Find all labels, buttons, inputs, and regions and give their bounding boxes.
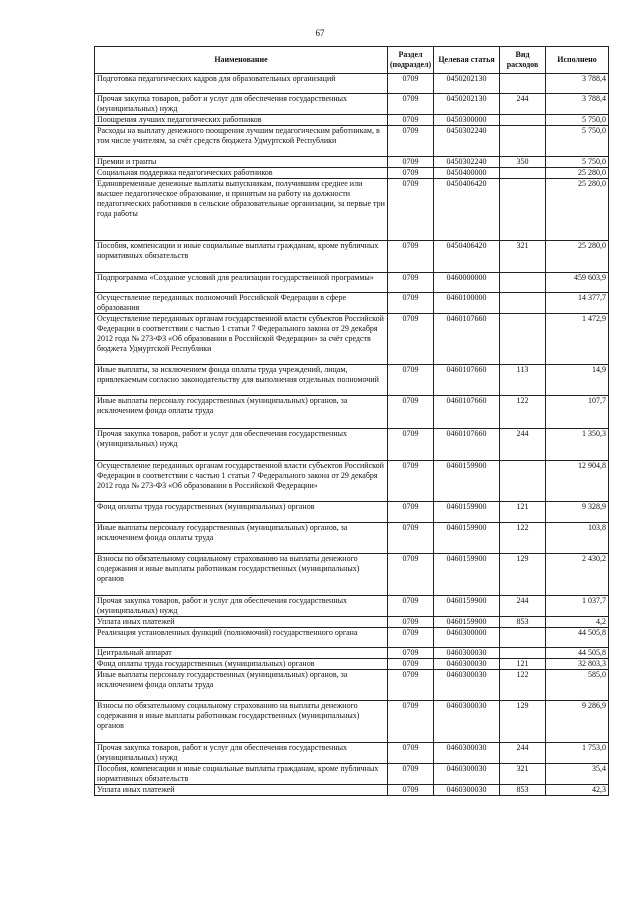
cell-done: 14 377,7: [546, 293, 609, 314]
cell-section: 0709: [388, 670, 434, 701]
cell-name: Подготовка педагогических кадров для образовательных организаций: [95, 74, 388, 94]
cell-name: Прочая закупка товаров, работ и услуг для обеспечения государственных (муниципальных) нужд: [95, 94, 388, 115]
cell-section: 0709: [388, 785, 434, 796]
cell-name: Поощрения лучших педагогических работников: [95, 115, 388, 126]
cell-target: 0460159900: [434, 461, 500, 502]
table-row: [95, 157, 609, 168]
cell-name: Осуществление переданных органам государственной власти субъектов Российской Федерации в соответствии с частью 1 статьи 7 Федерального закона от 29 декабря 2012 года № 273-ФЗ «Об образовании в Российской Федерации»: [95, 461, 388, 502]
table-row: [95, 785, 609, 796]
table-row: [95, 701, 609, 743]
cell-section: 0709: [388, 126, 434, 157]
table-row: [95, 126, 609, 157]
table-row: [95, 502, 609, 523]
cell-kind: [500, 628, 546, 648]
cell-section: 0709: [388, 115, 434, 126]
cell-done: 14,9: [546, 365, 609, 396]
cell-name: Взносы по обязательному социальному страхованию на выплаты денежного содержания и иные выплаты работникам государственных (муниципальных) органов: [95, 554, 388, 596]
cell-done: 103,8: [546, 523, 609, 554]
cell-section: 0709: [388, 365, 434, 396]
header-target: Целевая статья: [434, 47, 500, 74]
table-row: [95, 314, 609, 365]
cell-target: 0460300030: [434, 659, 500, 670]
cell-done: 25 280,0: [546, 241, 609, 273]
cell-kind: 853: [500, 617, 546, 628]
cell-section: 0709: [388, 157, 434, 168]
table-row: [95, 396, 609, 429]
cell-target: 0460300030: [434, 670, 500, 701]
cell-target: 0460159900: [434, 502, 500, 523]
cell-kind: [500, 115, 546, 126]
table-row: [95, 179, 609, 241]
cell-kind: 122: [500, 523, 546, 554]
cell-done: 1 753,0: [546, 743, 609, 764]
table-row: [95, 168, 609, 179]
cell-target: 0460300030: [434, 785, 500, 796]
cell-done: 3 788,4: [546, 94, 609, 115]
cell-kind: [500, 74, 546, 94]
cell-name: Прочая закупка товаров, работ и услуг для обеспечения государственных (муниципальных) нужд: [95, 743, 388, 764]
cell-kind: 244: [500, 596, 546, 617]
table-row: [95, 617, 609, 628]
cell-name: Пособия, компенсации и иные социальные выплаты гражданам, кроме публичных нормативных обязательств: [95, 241, 388, 273]
cell-kind: [500, 461, 546, 502]
cell-name: Прочая закупка товаров, работ и услуг для обеспечения государственных (муниципальных) нужд: [95, 429, 388, 461]
cell-section: 0709: [388, 554, 434, 596]
cell-name: Уплата иных платежей: [95, 617, 388, 628]
table-row: [95, 523, 609, 554]
cell-kind: 113: [500, 365, 546, 396]
table-row: [95, 115, 609, 126]
cell-name: Осуществление переданных органам государственной власти субъектов Российской Федерации в соответствии с частью 1 статьи 7 Федерального закона от 29 декабря 2012 года № 273-ФЗ «Об образовании в Российской Федерации» за счёт средств бюджета Удмуртской Республики: [95, 314, 388, 365]
cell-kind: 244: [500, 94, 546, 115]
cell-section: 0709: [388, 628, 434, 648]
cell-done: 1 472,9: [546, 314, 609, 365]
table-row: [95, 554, 609, 596]
cell-target: 0460107660: [434, 429, 500, 461]
cell-section: 0709: [388, 241, 434, 273]
cell-kind: 121: [500, 502, 546, 523]
cell-done: 9 328,9: [546, 502, 609, 523]
cell-target: 0460300000: [434, 628, 500, 648]
table-row: [95, 94, 609, 115]
cell-name: Премии и гранты: [95, 157, 388, 168]
cell-target: 0460100000: [434, 293, 500, 314]
cell-kind: 321: [500, 764, 546, 785]
header-section: Раздел (подраздел): [388, 47, 434, 74]
cell-done: 4,2: [546, 617, 609, 628]
cell-kind: [500, 293, 546, 314]
cell-kind: 350: [500, 157, 546, 168]
cell-target: 0450300000: [434, 115, 500, 126]
header-name: Наименование: [95, 47, 388, 74]
cell-target: 0460300030: [434, 648, 500, 659]
cell-section: 0709: [388, 648, 434, 659]
table-row: [95, 461, 609, 502]
header-done: Исполнено: [546, 47, 609, 74]
cell-done: 12 904,8: [546, 461, 609, 502]
cell-name: Социальная поддержка педагогических работников: [95, 168, 388, 179]
cell-target: 0460300030: [434, 701, 500, 743]
cell-done: 3 788,4: [546, 74, 609, 94]
table-row: [95, 293, 609, 314]
cell-done: 5 750,0: [546, 115, 609, 126]
cell-section: 0709: [388, 461, 434, 502]
cell-section: 0709: [388, 314, 434, 365]
cell-section: 0709: [388, 617, 434, 628]
cell-done: 107,7: [546, 396, 609, 429]
cell-section: 0709: [388, 596, 434, 617]
cell-section: 0709: [388, 273, 434, 293]
cell-name: Уплата иных платежей: [95, 785, 388, 796]
table-row: [95, 743, 609, 764]
cell-section: 0709: [388, 396, 434, 429]
cell-kind: 244: [500, 429, 546, 461]
cell-target: 0460159900: [434, 596, 500, 617]
cell-section: 0709: [388, 293, 434, 314]
cell-kind: 129: [500, 554, 546, 596]
cell-target: 0460159900: [434, 523, 500, 554]
cell-name: Подпрограмма «Создание условий для реализации государственной программы»: [95, 273, 388, 293]
table-header-row: [95, 47, 609, 74]
cell-name: Фонд оплаты труда государственных (муниципальных) органов: [95, 502, 388, 523]
cell-target: 0460000000: [434, 273, 500, 293]
cell-target: 0460300030: [434, 743, 500, 764]
cell-name: Осуществление переданных полномочий Российской Федерации в сфере образования: [95, 293, 388, 314]
cell-target: 0460300030: [434, 764, 500, 785]
table-row: [95, 670, 609, 701]
cell-name: Иные выплаты персоналу государственных (муниципальных) органов, за исключением фонда оплаты труда: [95, 670, 388, 701]
cell-target: 0450406420: [434, 241, 500, 273]
cell-done: 5 750,0: [546, 157, 609, 168]
cell-done: 5 750,0: [546, 126, 609, 157]
cell-section: 0709: [388, 179, 434, 241]
cell-kind: [500, 648, 546, 659]
table-body: [95, 74, 609, 796]
budget-execution-table: [94, 46, 609, 796]
cell-done: 25 280,0: [546, 179, 609, 241]
cell-kind: [500, 314, 546, 365]
cell-section: 0709: [388, 502, 434, 523]
cell-kind: 122: [500, 670, 546, 701]
cell-kind: 321: [500, 241, 546, 273]
cell-section: 0709: [388, 168, 434, 179]
cell-name: Пособия, компенсации и иные социальные выплаты гражданам, кроме публичных нормативных обязательств: [95, 764, 388, 785]
cell-done: 42,3: [546, 785, 609, 796]
table-row: [95, 596, 609, 617]
table-row: [95, 764, 609, 785]
cell-section: 0709: [388, 94, 434, 115]
cell-name: Расходы на выплату денежного поощрения лучшим педагогическим работникам, в том числе учителям, за счёт средств бюджета Удмуртской Республики: [95, 126, 388, 157]
cell-done: 44 505,8: [546, 628, 609, 648]
cell-section: 0709: [388, 74, 434, 94]
table-row: [95, 273, 609, 293]
cell-name: Центральный аппарат: [95, 648, 388, 659]
cell-kind: 129: [500, 701, 546, 743]
cell-kind: 244: [500, 743, 546, 764]
cell-kind: [500, 168, 546, 179]
cell-section: 0709: [388, 523, 434, 554]
cell-done: 2 430,2: [546, 554, 609, 596]
cell-name: Иные выплаты, за исключением фонда оплаты труда учреждений, лицам, привлекаемым согласно законодательству для выполнения отдельных полномочий: [95, 365, 388, 396]
cell-name: Взносы по обязательному социальному страхованию на выплаты денежного содержания и иные выплаты работникам государственных (муниципальных) органов: [95, 701, 388, 743]
cell-name: Единовременные денежные выплаты выпускникам, получившим среднее или высшее педагогическое образование, и принятым на работу на должности педагогических работников в сельские образовательные организации, за первые три года работы: [95, 179, 388, 241]
cell-section: 0709: [388, 764, 434, 785]
cell-done: 25 280,0: [546, 168, 609, 179]
cell-done: 459 603,9: [546, 273, 609, 293]
cell-target: 0460107660: [434, 365, 500, 396]
cell-done: 35,4: [546, 764, 609, 785]
cell-kind: 122: [500, 396, 546, 429]
table-row: [95, 628, 609, 648]
header-kind: Вид расходов: [500, 47, 546, 74]
table-row: [95, 659, 609, 670]
cell-target: 0460107660: [434, 396, 500, 429]
cell-done: 585,0: [546, 670, 609, 701]
cell-done: 1 350,3: [546, 429, 609, 461]
table-row: [95, 241, 609, 273]
table-row: [95, 74, 609, 94]
cell-target: 0450302240: [434, 126, 500, 157]
cell-target: 0450302240: [434, 157, 500, 168]
cell-done: 1 037,7: [546, 596, 609, 617]
cell-section: 0709: [388, 429, 434, 461]
cell-target: 0460159900: [434, 617, 500, 628]
cell-target: 0460159900: [434, 554, 500, 596]
table-row: [95, 429, 609, 461]
cell-name: Иные выплаты персоналу государственных (муниципальных) органов, за исключением фонда оплаты труда: [95, 396, 388, 429]
cell-section: 0709: [388, 743, 434, 764]
cell-done: 32 803,3: [546, 659, 609, 670]
cell-done: 9 286,9: [546, 701, 609, 743]
table-row: [95, 365, 609, 396]
cell-kind: 121: [500, 659, 546, 670]
cell-kind: 853: [500, 785, 546, 796]
cell-section: 0709: [388, 701, 434, 743]
cell-name: Реализация установленных функций (полномочий) государственного органа: [95, 628, 388, 648]
cell-kind: [500, 179, 546, 241]
page-number: 67: [315, 28, 325, 38]
cell-target: 0460107660: [434, 314, 500, 365]
cell-section: 0709: [388, 659, 434, 670]
cell-target: 0450202130: [434, 74, 500, 94]
cell-kind: [500, 126, 546, 157]
cell-target: 0450202130: [434, 94, 500, 115]
cell-kind: [500, 273, 546, 293]
cell-name: Иные выплаты персоналу государственных (муниципальных) органов, за исключением фонда оплаты труда: [95, 523, 388, 554]
cell-done: 44 505,8: [546, 648, 609, 659]
cell-name: Фонд оплаты труда государственных (муниципальных) органов: [95, 659, 388, 670]
cell-target: 0450406420: [434, 179, 500, 241]
cell-target: 0450400000: [434, 168, 500, 179]
table-row: [95, 648, 609, 659]
cell-name: Прочая закупка товаров, работ и услуг для обеспечения государственных (муниципальных) нужд: [95, 596, 388, 617]
